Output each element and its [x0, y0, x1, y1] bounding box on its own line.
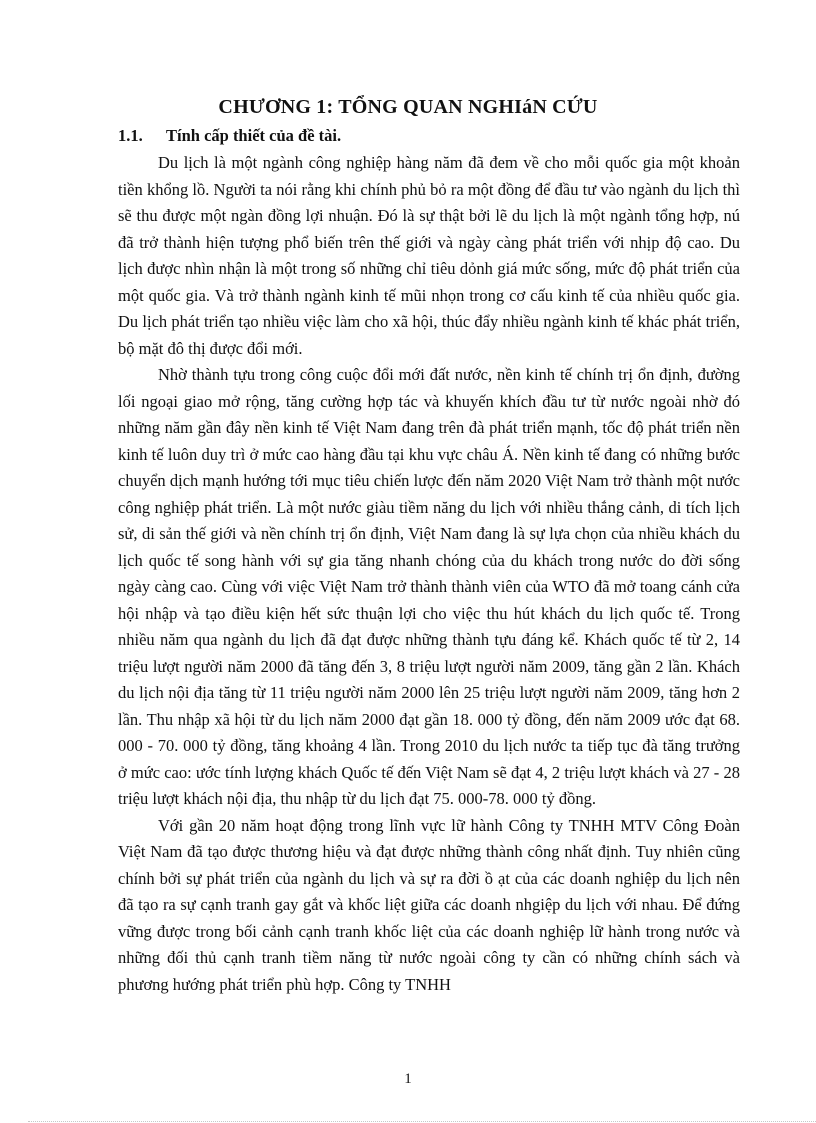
paragraph-company-overview: Với gần 20 năm hoạt động trong lĩnh vực lữ hành Công ty TNHH MTV Công Đoàn Việt Nam đã tạo được thương hiệu và đạt được những thành công nhất định. Tuy nhiên cũng chính bởi sự phát triển của ngành du lịch và sự ra đời ồ ạt của các doanh nghiệp du lịch nên đã tạo ra sự cạnh tranh gay gắt và khốc liệt giữa các doanh nhgiệp du lịch với nhau. Để đứng vững được trong bối cảnh cạnh tranh khốc liệt của các doanh nghiệp lữ hành trong nước và những đối thủ cạnh tranh tiềm năng từ nước ngoài công ty cần có những chính sách và phương hướng phát triển phù hợp. Công ty TNHH — [118, 815, 740, 994]
section-heading — [118, 126, 341, 146]
section-number: 1.1. — [118, 126, 143, 145]
section-title: Tính cấp thiết của đề tài. — [166, 126, 342, 145]
body-text — [118, 150, 740, 998]
page-bottom-divider — [28, 1121, 816, 1122]
chapter-title: CHƯƠNG 1: TỔNG QUAN NGHIáN CỨU — [218, 96, 598, 118]
paragraph-vietnam-economy: Nhờ thành tựu trong công cuộc đổi mới đất nước, nền kinh tế chính trị ổn định, đường lối ngoại giao mở rộng, tăng cường hợp tác và khuyến khích đầu tư từ nước ngoài nhờ đó những năm gần đây nền kinh tế Việt Nam đang trên đà phát triển mạnh, tốc độ phát triển nền kinh tế luôn duy trì ở mức cao hàng đầu tại khu vực châu Á. Nền kinh tế đang có những bước chuyển dịch mạnh hướng tới mục tiêu chiến lược đến năm 2020 Việt Nam trở thành một nước công nghiệp phát triển. Là một nước giàu tiềm năng du lịch với nhiều thắng cảnh, di tích lịch sử, di sản thế giới và nền chính trị ổn định, Việt Nam đang là sự lựa chọn của nhiều khách du lịch quốc tế song hành với sự gia tăng nhanh chóng của du khách trong nước do đời sống ngày càng cao. Cùng với việc Việt Nam trở thành thành viên của WTO đã mở toang cánh cửa hội nhập và tạo điều kiện hết sức thuận lợi cho việc thu hút khách du lịch quốc tế. Trong nhiều năm qua ngành du lịch đã đạt được những thành tựu đáng kể. Khách quốc tế từ 2, 14 triệu lượt người năm 2000 đã tăng đến 3, 8 triệu lượt người năm 2009, tăng gần 2 lần. Khách du lịch nội địa tăng từ 11 triệu người năm 2000 lên 25 triệu lượt người năm 2009, tăng hơn 2 lần. Thu nhập xã hội từ du lịch năm 2000 đạt gần 18. 000 tỷ đồng, đến năm 2009 ước đạt 68. 000 - 70. 000 tỷ đồng, tăng khoảng 4 lần. Trong 2010 du lịch nước ta tiếp tục đà tăng trưởng ở mức cao: ước tính lượng khách Quốc tế đến Việt Nam sẽ đạt 4, 2 triệu lượt khách và 27 - 28 triệu lượt khách nội địa, thu nhập từ du lịch đạt 75. 000-78. 000 tỷ đồng. — [118, 365, 740, 808]
page-number: 1 — [404, 1071, 412, 1087]
paragraph-tourism-industry: Du lịch là một ngành công nghiệp hàng năm đã đem về cho mỗi quốc gia một khoản tiền khổng lồ. Người ta nói rằng khi chính phủ bỏ ra một đồng để đầu tư vào ngành du lịch thì sẽ thu được một ngàn đồng lợi nhuận. Đó là sự thật bởi lẽ du lịch là một ngành tổng hợp, nú đã trở thành hiện tượng phổ biến trên thế giới và ngày càng phát triển với nhịp độ cao. Du lịch được nhìn nhận là một trong số những chỉ tiêu dỏnh giá mức sống, mức độ phát triển của một quốc gia. Và trở thành ngành kinh tế mũi nhọn trong cơ cấu kinh tế của nhiều quốc gia. Du lịch phát triển tạo nhiều việc làm cho xã hội, thúc đẩy nhiều ngành kinh tế khác phát triển, bộ mặt đô thị được đổi mới. — [118, 153, 740, 358]
